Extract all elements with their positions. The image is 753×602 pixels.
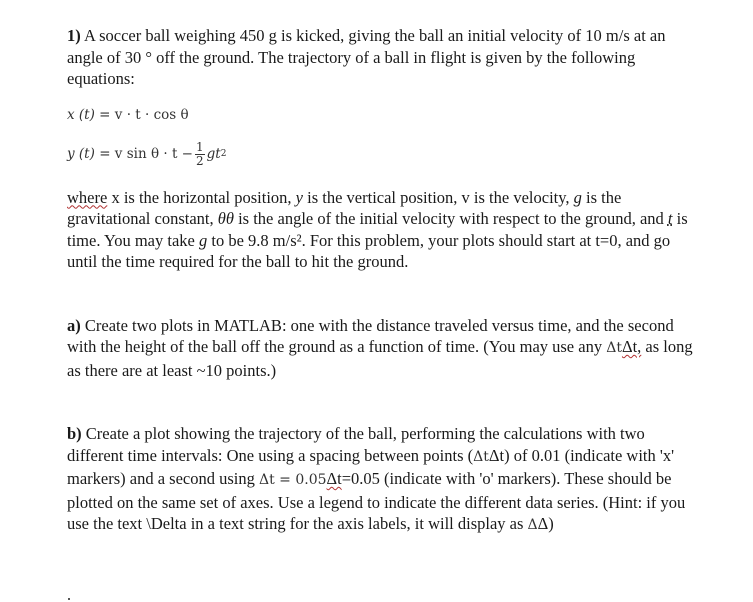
- part-b-text-2: of 0.01 (indicate with 'x' markers) and a second using: [67, 445, 675, 488]
- fraction-denominator: 2: [195, 154, 204, 168]
- part-b-delta-text: Δt): [488, 445, 510, 465]
- part-a-text-2: as long as there are at least ~10 points.): [67, 337, 693, 380]
- part-a-delta-text: Δt,: [621, 337, 642, 356]
- where-text-5: is time. You may take: [67, 209, 688, 250]
- where-word: where: [67, 187, 108, 207]
- part-b-delta-math: Δt: [473, 448, 489, 465]
- part-a: [67, 315, 697, 382]
- part-b-delta-equation: Δt = 0.05: [258, 472, 327, 488]
- part-b-delta-symbol-math: Δ: [527, 517, 538, 533]
- equation-y-fraction: [195, 141, 205, 168]
- part-b-delta-eq-text: Δt: [326, 469, 342, 488]
- part-b-label: b): [67, 424, 82, 443]
- equation-y-rhs-a: = v sin θ · t −: [99, 145, 193, 162]
- where-t: t: [667, 209, 673, 228]
- part-b-text-3: =0.05 (indicate with 'o' markers). These should be plotted on the same set of axes. Use a legend to indicate the different data series. (Hint: if you use the text \Delta in a text string for the axis labels, it will display as: [67, 469, 686, 533]
- part-b-text-1: Create a plot showing the trajectory of the ball, performing the calculations with two different time intervals: One using a spacing between points (: [67, 424, 645, 465]
- where-text-4: is the angle of the initial velocity with respect to the ground, and: [233, 209, 668, 228]
- part-b: [67, 423, 697, 537]
- document-body: [67, 25, 697, 537]
- where-theta: θθ: [217, 209, 234, 228]
- where-text-3: is the gravitational constant,: [67, 187, 622, 228]
- equation-y-rhs-b: gt: [206, 145, 221, 162]
- question-intro: [67, 25, 697, 90]
- equation-y-exponent: 2: [220, 148, 227, 159]
- where-text-6: to be 9.8 m/s². For this problem, your plots should start at t=0, and go until the time required for the ball to hit the ground.: [67, 230, 671, 271]
- question-number: 1): [67, 26, 81, 45]
- equation-y: [67, 135, 697, 175]
- equation-x-lhs: x (t): [67, 106, 95, 123]
- question-intro-text: A soccer ball weighing 450 g is kicked, giving the ball an initial velocity of 10 m/s at an angle of 30 ° off the ground. The trajectory of a ball in flight is given by the following equations:: [67, 26, 666, 88]
- part-a-delta-math: Δt: [606, 340, 622, 356]
- equation-x: [67, 103, 697, 127]
- where-g2: g: [199, 230, 208, 250]
- part-a-label: a): [67, 315, 81, 335]
- where-text-2: is the vertical position, v is the velocity,: [303, 187, 574, 207]
- equation-x-rhs: = v · t · cos θ: [99, 106, 189, 123]
- fraction-numerator: 1: [195, 140, 204, 154]
- stray-dot: [68, 598, 70, 600]
- where-y: y: [295, 187, 303, 207]
- part-b-delta-symbol-text: Δ): [537, 514, 554, 533]
- where-g1: g: [573, 187, 582, 207]
- variable-definitions: [67, 187, 697, 273]
- part-a-text-1: Create two plots in MATLAB: one with the distance traveled versus time, and the second with the height of the ball off the ground as a function of time. (You may use any: [67, 315, 674, 356]
- where-text-1: x is the horizontal position,: [107, 187, 296, 207]
- equation-y-lhs: y (t): [67, 145, 95, 162]
